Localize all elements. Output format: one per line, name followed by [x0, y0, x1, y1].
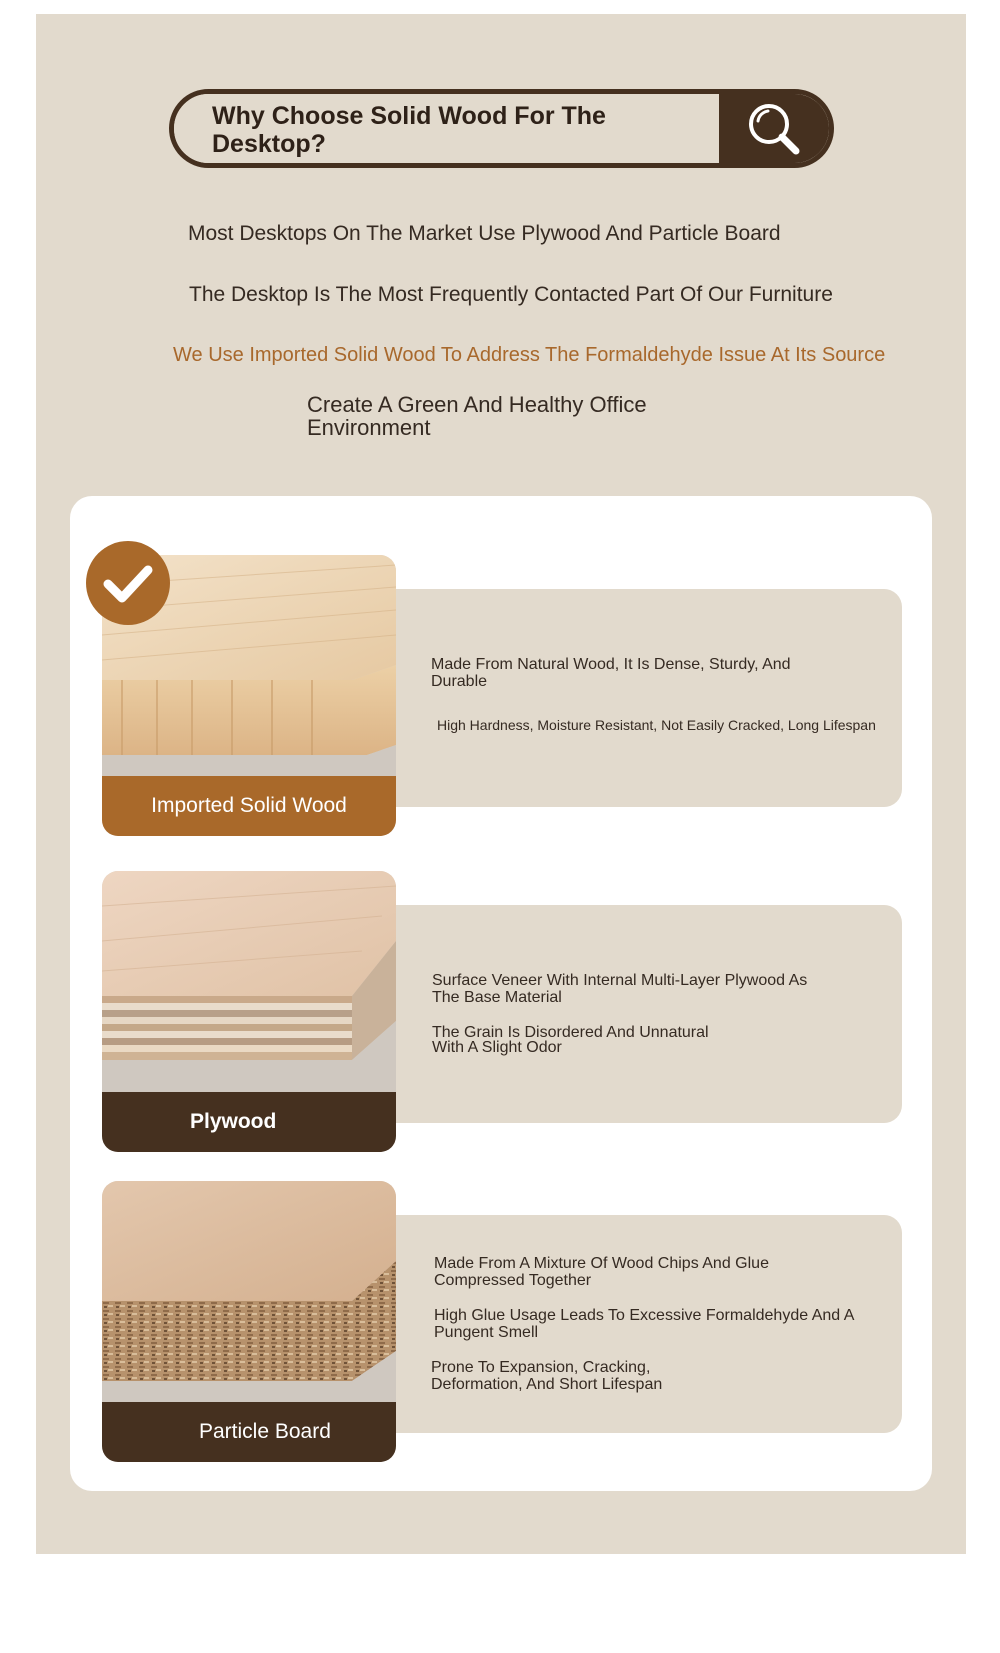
search-button — [719, 94, 829, 163]
material-item-plywood — [102, 871, 902, 1152]
intro-line-1: Most Desktops On The Market Use Plywood And Particle Board — [188, 222, 781, 245]
material-item-particle-board — [102, 1181, 902, 1462]
page-title: Why Choose Solid Wood For The Desktop? — [212, 102, 606, 158]
material-point: Made From A Mixture Of Wood Chips And Glue Compressed Together — [434, 1255, 769, 1289]
check-badge — [86, 541, 170, 625]
intro-line-3: We Use Imported Solid Wood To Address The Formaldehyde Issue At Its Source — [173, 344, 886, 366]
comparison-card — [70, 496, 932, 1491]
search-icon — [744, 99, 804, 159]
material-description — [396, 589, 902, 807]
background-panel — [36, 14, 966, 1554]
material-point: High Glue Usage Leads To Excessive Formaldehyde And A Pungent Smell — [434, 1307, 854, 1341]
search-field — [174, 94, 724, 163]
plywood-photo — [102, 871, 396, 1152]
material-label-text: Particle Board — [199, 1420, 331, 1443]
intro-line-2: The Desktop Is The Most Frequently Contacted Part Of Our Furniture — [189, 283, 833, 306]
material-description — [396, 905, 902, 1123]
material-label-text: Imported Solid Wood — [151, 794, 347, 817]
material-point: Prone To Expansion, Cracking, Deformation, And Short Lifespan — [431, 1359, 663, 1393]
material-point: The Grain Is Disordered And Unnatural With A Slight Odor — [432, 1024, 709, 1056]
material-point: Made From Natural Wood, It Is Dense, Sturdy, And Durable — [431, 656, 791, 690]
material-point: Surface Veneer With Internal Multi-Layer Plywood As The Base Material — [432, 972, 808, 1006]
material-label — [102, 1402, 396, 1462]
material-description — [396, 1215, 902, 1433]
check-icon — [98, 553, 158, 613]
particle-board-photo — [102, 1181, 396, 1462]
intro-line-4: Create A Green And Healthy Office Environment — [307, 392, 647, 440]
material-point: High Hardness, Moisture Resistant, Not Easily Cracked, Long Lifespan — [437, 717, 876, 733]
material-label — [102, 1092, 396, 1152]
material-label-text: Plywood — [190, 1110, 277, 1133]
material-item-solid-wood — [102, 555, 902, 836]
search-bar — [169, 89, 834, 168]
material-label — [102, 776, 396, 836]
